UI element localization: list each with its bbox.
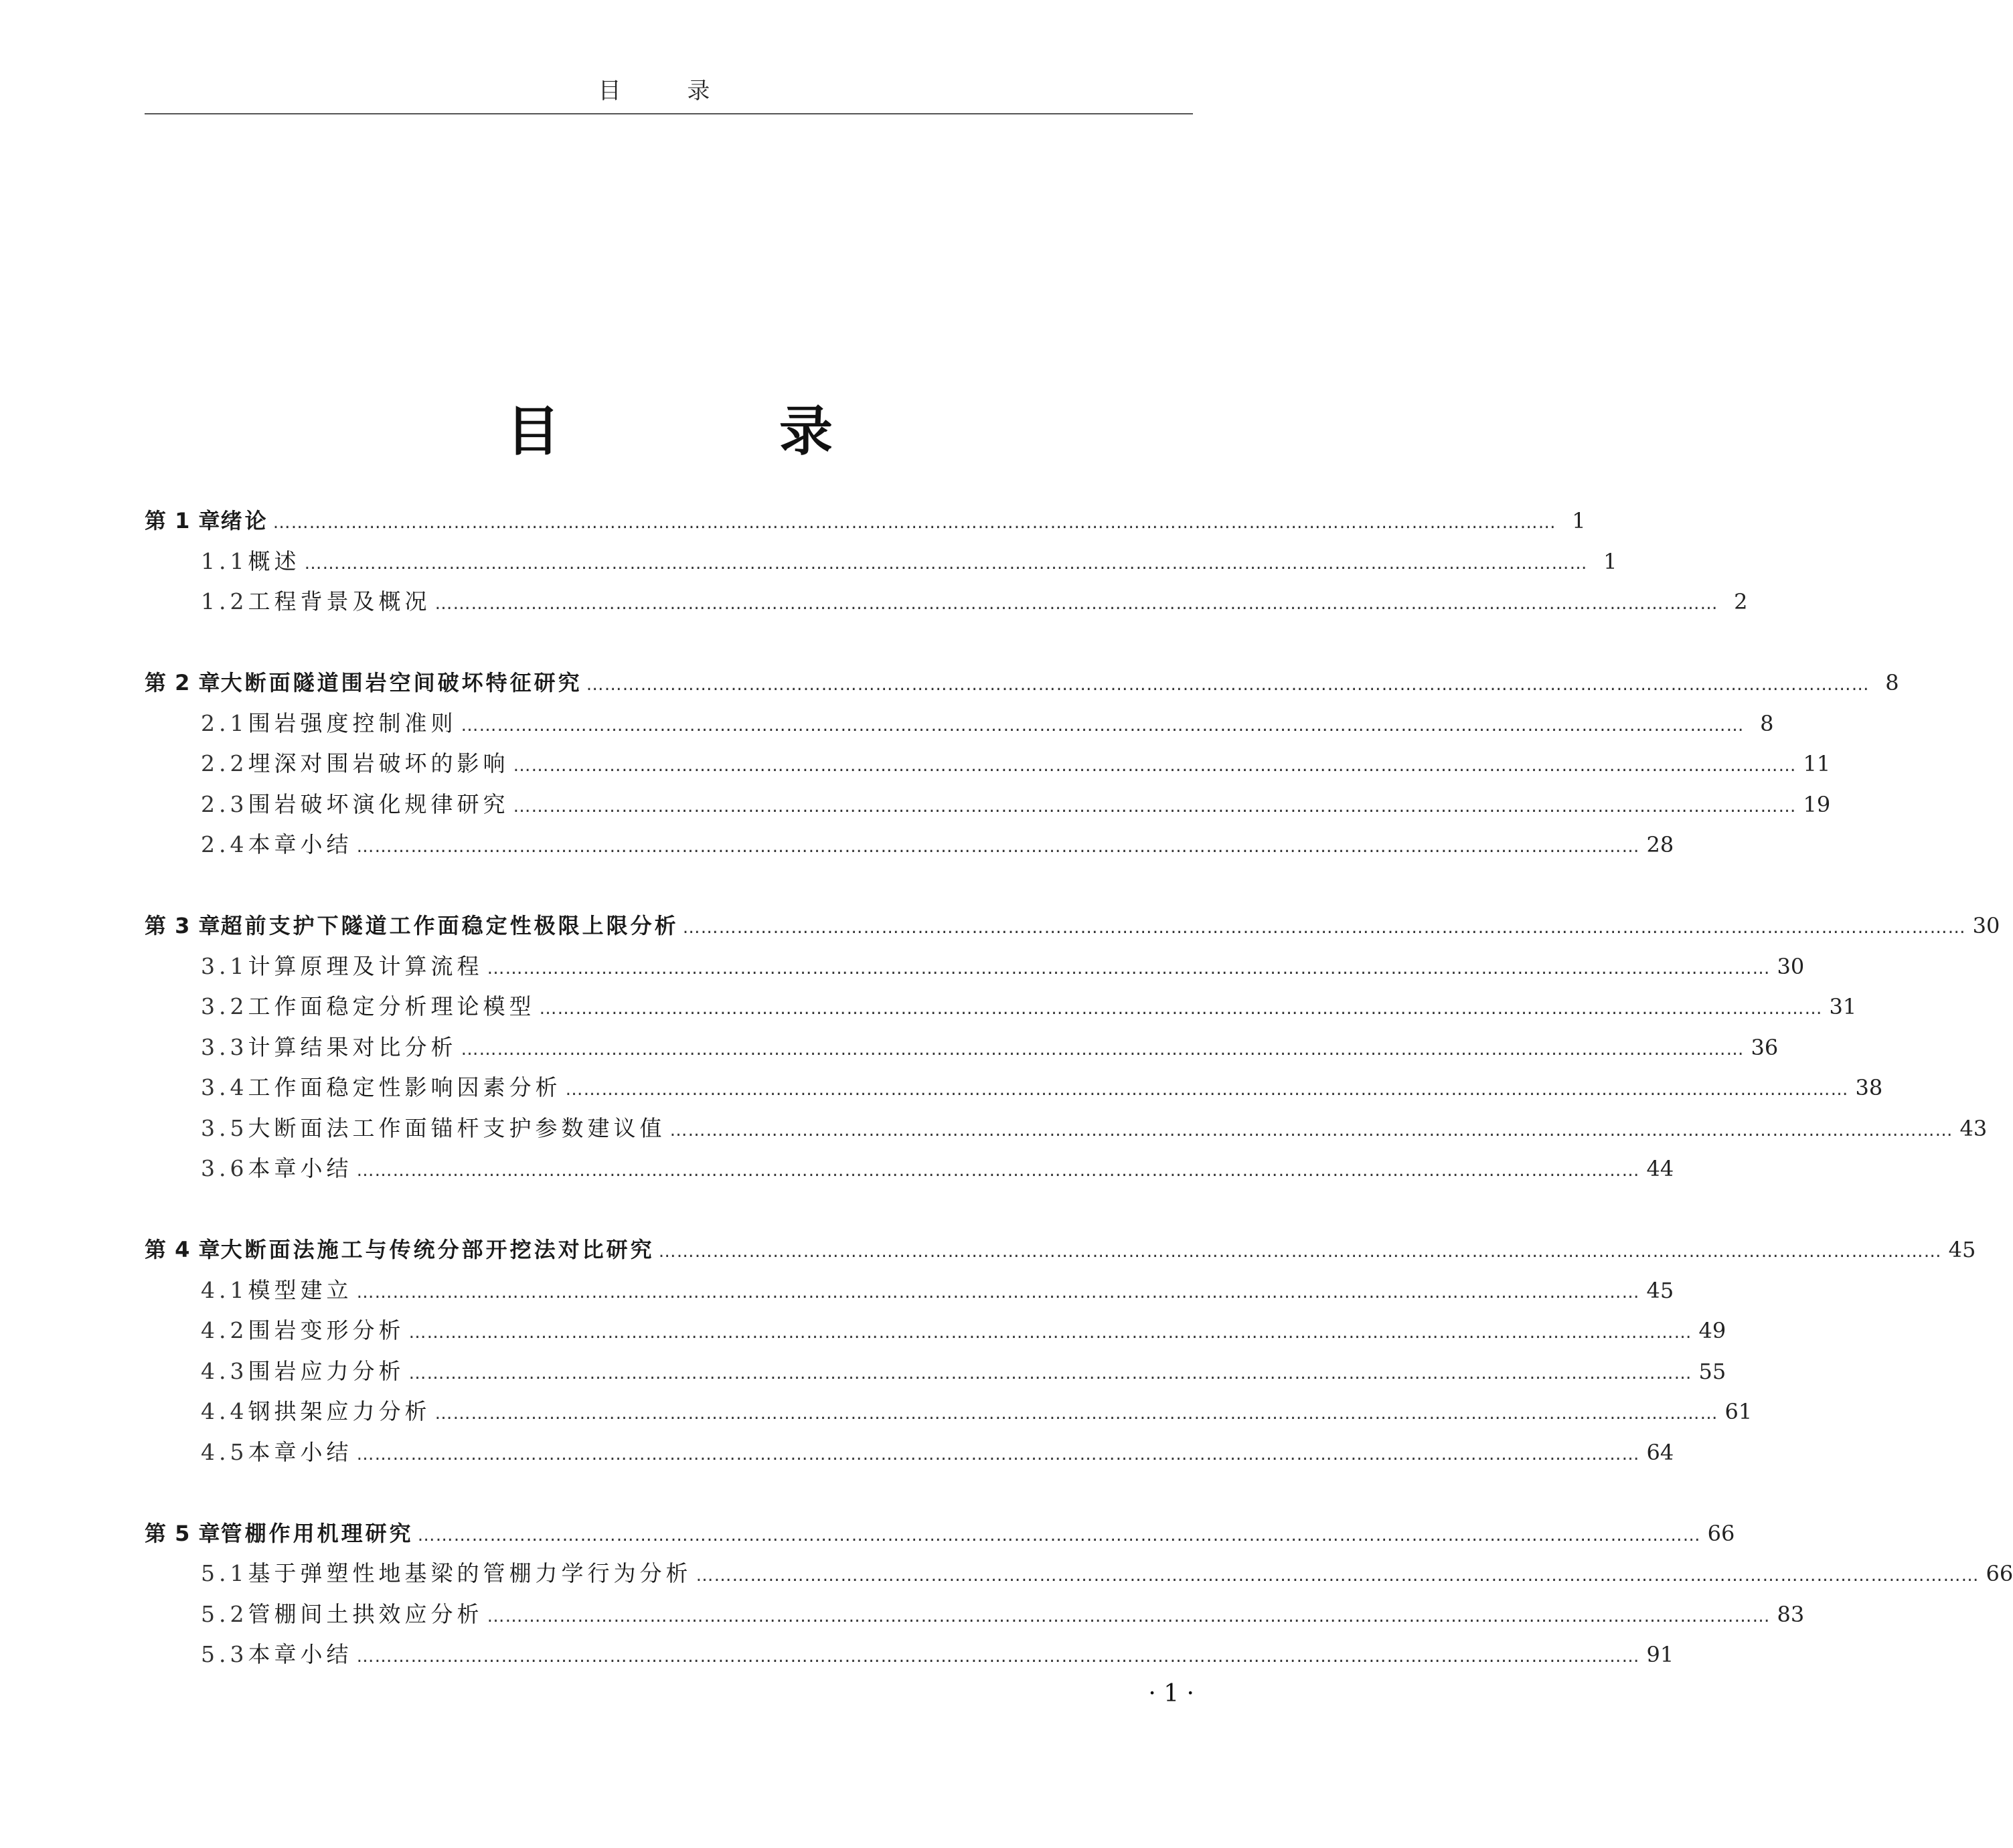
section-title: 本章小结 [248,831,353,857]
toc-section-entry[interactable] [145,703,1774,744]
section-number: 2.1 [201,709,248,736]
dot-leader: …………………………………………………………………………………………………………………………………………………………………………………………… [356,1161,1640,1181]
section-title: 工作面稳定性影响因素分析 [248,1074,562,1100]
dot-leader: …………………………………………………………………………………………………………………………………………………………………………………………… [586,675,1870,695]
section-number: 1.2 [201,588,248,614]
toc-section-entry[interactable] [145,541,1617,582]
page-ref: 1 [1572,508,1586,533]
page-ref: 38 [1855,1075,1883,1100]
dot-leader: …………………………………………………………………………………………………………………………………………………………………………………………… [669,1120,1953,1141]
section-title: 模型建立 [248,1276,353,1303]
section-number: 3.5 [201,1114,248,1141]
chapter-spacer [145,1473,1193,1513]
chapter-number: 第 4 章 [145,1237,221,1262]
section-title: 工作面稳定分析理论模型 [248,993,536,1019]
toc-chapter-entry[interactable] [145,906,2000,946]
dot-leader: …………………………………………………………………………………………………………………………………………………………………………………………… [539,999,1823,1019]
section-number: 4.2 [201,1317,248,1343]
toc-section-entry[interactable] [145,1634,1674,1675]
dot-leader: …………………………………………………………………………………………………………………………………………………………………………………………… [513,796,1797,817]
section-number: 3.2 [201,993,248,1019]
section-title: 围岩强度控制准则 [248,709,457,736]
section-number: 2.2 [201,750,248,776]
page-ref: 11 [1803,751,1831,776]
toc-chapter-entry[interactable] [145,1513,1735,1554]
page-ref: 44 [1646,1156,1674,1181]
page-ref: 83 [1777,1601,1805,1627]
chapter-number: 第 1 章 [145,508,221,533]
page-title: 目 录 [506,400,933,463]
running-header: 目 录 [598,78,740,104]
toc-section-entry[interactable] [145,1351,1726,1392]
section-title: 围岩变形分析 [248,1317,405,1343]
section-title: 围岩应力分析 [248,1357,405,1384]
toc-chapter-entry[interactable] [145,501,1586,541]
page-ref: 91 [1646,1642,1674,1667]
section-number: 5.1 [201,1560,248,1586]
dot-leader: …………………………………………………………………………………………………………………………………………………………………………………………… [658,1242,1942,1262]
dot-leader: …………………………………………………………………………………………………………………………………………………………………………………………… [461,715,1745,736]
toc-section-entry[interactable] [145,1392,1753,1432]
toc-section-entry[interactable] [145,744,1831,784]
section-number: 5.3 [201,1641,248,1667]
dot-leader: …………………………………………………………………………………………………………………………………………………………………………………………… [408,1363,1692,1383]
page-number: · 1 · [1148,1680,1194,1707]
page-ref: 43 [1959,1115,1988,1141]
dot-leader: …………………………………………………………………………………………………………………………………………………………………………………………… [487,1606,1771,1626]
page-ref: 8 [1885,670,1899,695]
section-title: 工程背景及概况 [248,588,431,614]
toc-chapter-entry[interactable] [145,663,1899,703]
section-title: 大断面法工作面锚杆支护参数建议值 [248,1114,666,1141]
dot-leader: …………………………………………………………………………………………………………………………………………………………………………………………… [272,513,1556,533]
dot-leader: …………………………………………………………………………………………………………………………………………………………………………………………… [408,1323,1692,1343]
toc-section-entry[interactable] [145,1270,1674,1311]
header-rule [145,113,1193,114]
section-number: 1.1 [201,548,248,574]
dot-leader: …………………………………………………………………………………………………………………………………………………………………………………………… [304,553,1588,574]
section-title: 埋深对围岩破坏的影响 [248,750,509,776]
chapter-title: 大断面隧道围岩空间破坏特征研究 [220,670,582,695]
toc-section-entry[interactable] [145,825,1674,865]
dot-leader: …………………………………………………………………………………………………………………………………………………………………………………………… [487,958,1771,979]
section-title: 本章小结 [248,1155,353,1181]
page-ref: 28 [1646,832,1674,857]
dot-leader: …………………………………………………………………………………………………………………………………………………………………………………………… [461,1039,1745,1060]
page-ref: 55 [1698,1358,1726,1384]
chapter-spacer [145,622,1193,663]
toc-section-entry[interactable] [145,987,1857,1027]
dot-leader: …………………………………………………………………………………………………………………………………………………………………………………………… [417,1525,1701,1545]
dot-leader: …………………………………………………………………………………………………………………………………………………………………………………………… [356,1647,1640,1667]
section-title: 管棚间土拱效应分析 [248,1600,483,1627]
page-ref: 45 [1948,1237,1976,1262]
section-title: 计算原理及计算流程 [248,952,483,979]
chapter-number: 第 3 章 [145,913,221,938]
section-number: 2.4 [201,831,248,857]
page-ref: 8 [1760,710,1774,736]
section-number: 2.3 [201,790,248,817]
section-number: 5.2 [201,1600,248,1627]
toc-section-entry[interactable] [145,582,1748,622]
page-ref: 64 [1646,1439,1674,1465]
page-ref: 19 [1803,791,1831,817]
page-ref: 2 [1734,589,1748,614]
dot-leader: …………………………………………………………………………………………………………………………………………………………………………………………… [565,1080,1849,1100]
toc-section-entry[interactable] [145,784,1831,825]
toc-section-entry[interactable] [145,1108,1988,1149]
section-number: 3.6 [201,1155,248,1181]
dot-leader: …………………………………………………………………………………………………………………………………………………………………………………………… [356,1282,1640,1303]
dot-leader: …………………………………………………………………………………………………………………………………………………………………………………………… [434,1404,1718,1424]
chapter-spacer [145,1189,1193,1230]
dot-leader: …………………………………………………………………………………………………………………………………………………………………………………………… [682,918,1966,938]
page-ref: 1 [1603,548,1617,574]
section-title: 钢拱架应力分析 [248,1398,431,1424]
section-number: 3.1 [201,952,248,979]
dot-leader: …………………………………………………………………………………………………………………………………………………………………………………………… [696,1566,1980,1586]
section-number: 4.1 [201,1276,248,1303]
section-title: 概述 [248,548,301,574]
page-ref: 45 [1646,1277,1674,1303]
section-title: 计算结果对比分析 [248,1033,457,1060]
section-number: 4.5 [201,1438,248,1465]
chapter-number: 第 2 章 [145,670,221,695]
section-title: 本章小结 [248,1641,353,1667]
dot-leader: …………………………………………………………………………………………………………………………………………………………………………………………… [356,1444,1640,1464]
toc-section-entry[interactable] [145,1553,2013,1594]
page-ref: 66 [1986,1561,2013,1586]
chapter-title: 超前支护下隧道工作面稳定性极限上限分析 [220,913,679,938]
section-number: 4.3 [201,1357,248,1384]
toc-section-entry[interactable] [145,1432,1674,1473]
toc-section-entry[interactable] [145,1594,1805,1635]
chapter-title: 管棚作用机理研究 [220,1520,414,1546]
section-number: 3.3 [201,1033,248,1060]
toc-section-entry[interactable] [145,1149,1674,1189]
section-number: 4.4 [201,1398,248,1424]
dot-leader: …………………………………………………………………………………………………………………………………………………………………………………………… [356,837,1640,857]
page-ref: 31 [1829,994,1857,1019]
chapter-title: 绪论 [220,508,269,533]
dot-leader: …………………………………………………………………………………………………………………………………………………………………………………………… [434,594,1718,614]
toc-chapter-entry[interactable] [145,1230,1976,1270]
page-ref: 66 [1707,1520,1735,1546]
page-ref: 61 [1724,1399,1753,1424]
toc-section-entry[interactable] [145,1068,1883,1108]
page-ref: 30 [1972,913,2000,938]
page-ref: 30 [1777,953,1805,979]
page-ref: 36 [1751,1034,1779,1060]
chapter-spacer [145,865,1193,906]
chapter-title: 大断面法施工与传统分部开挖法对比研究 [220,1237,655,1262]
toc-section-entry[interactable] [145,1027,1779,1068]
dot-leader: …………………………………………………………………………………………………………………………………………………………………………………………… [513,756,1797,776]
section-title: 基于弹塑性地基梁的管棚力学行为分析 [248,1560,692,1586]
toc-section-entry[interactable] [145,1311,1726,1351]
chapter-number: 第 5 章 [145,1520,221,1546]
toc-section-entry[interactable] [145,946,1805,987]
section-title: 本章小结 [248,1438,353,1465]
section-number: 3.4 [201,1074,248,1100]
page-ref: 49 [1698,1318,1726,1343]
table-of-contents [145,501,2013,1675]
section-title: 围岩破坏演化规律研究 [248,790,509,817]
